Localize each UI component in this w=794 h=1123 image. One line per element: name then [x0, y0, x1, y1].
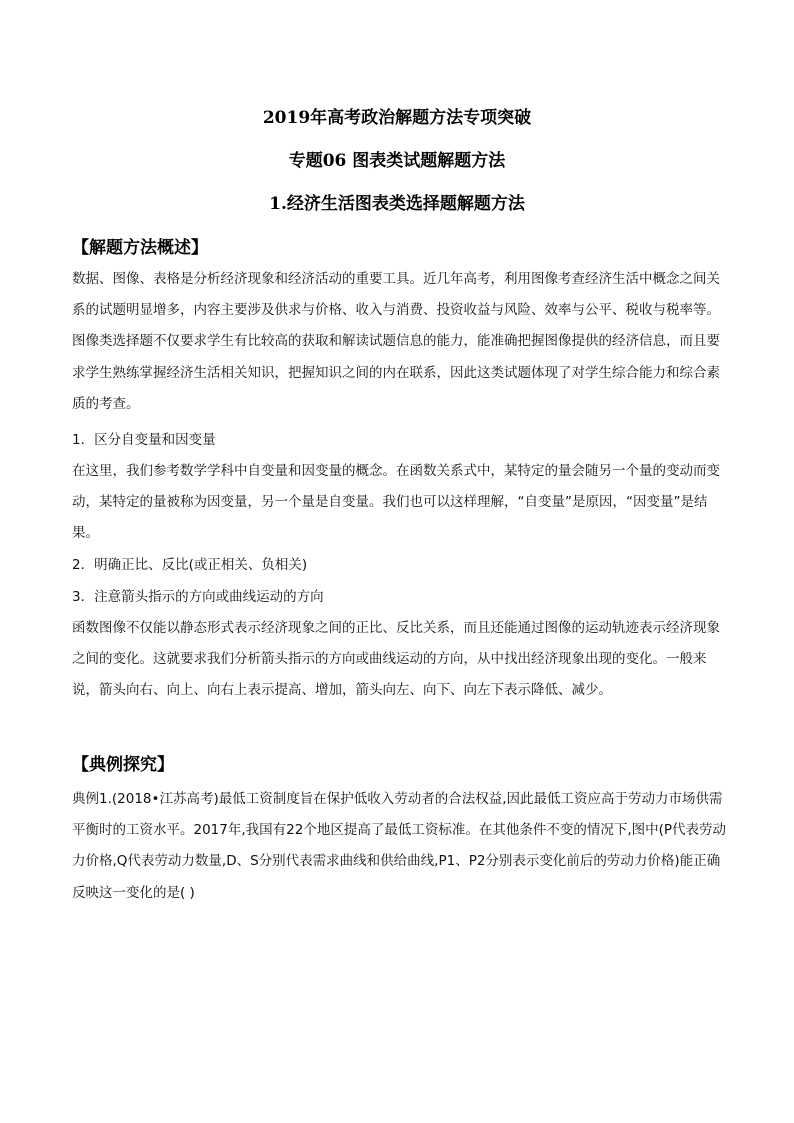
examples-heading: 【典例探究】	[72, 755, 174, 775]
point-3-paragraph: 函数图像不仅能以静态形式表示经济现象之间的正比、反比关系，而且还能通过图像的运动轨迹表示经济现象之间的变化。这就要求我们分析箭头指示的方向或曲线运动的方向，从中找出经济现象出现的变化。一般来说，箭头向右、向上、向右上表示提高、增加，箭头向左、向下、向左下表示降低、减少。	[72, 620, 720, 699]
point-1-heading: 1．区分自变量和因变量	[72, 432, 216, 448]
topic-title: 专题06 图表类试题解题方法	[288, 151, 506, 171]
point-2-heading: 2．明确正比、反比(或正相关、负相关)	[72, 557, 308, 573]
example-1-paragraph: 典例1.(2018•江苏高考)最低工资制度旨在保护低收入劳动者的合法权益,因此最低工资应高于劳动力市场供需平衡时的工资水平。2017年,我国有22个地区提高了最低工资标准。在其他条件不变的情况下,图中(P代表劳动力价格,Q代表劳动力数量,D、S分别代表需求曲线和供给曲线,P1、P2分别表示变化前后的劳动力价格)能正确反映这一变化的是( )	[72, 791, 727, 901]
section-title: 1.经济生活图表类选择题解题方法	[269, 194, 525, 214]
point-3-heading: 3．注意箭头指示的方向或曲线运动的方向	[72, 589, 324, 605]
overview-paragraph: 数据、图像、表格是分析经济现象和经济活动的重要工具。近几年高考，利用图像考查经济生活中概念之间关系的试题明显增多，内容主要涉及供求与价格、收入与消费、投资收益与风险、效率与公平、税收与税率等。图像类选择题不仅要求学生有比较高的获取和解读试题信息的能力，能准确把握图像提供的经济信息，而且要求学生熟练掌握经济生活相关知识，把握知识之间的内在联系，因此这类试题体现了对学生综合能力和综合素质的考查。	[72, 271, 720, 412]
point-1-paragraph: 在这里，我们参考数学学科中自变量和因变量的概念。在函数关系式中，某特定的量会随另一个量的变动而变动，某特定的量被称为因变量，另一个量是自变量。我们也可以这样理解，“自变量”是原因，“因变量”是结果。	[72, 463, 720, 542]
overview-heading: 【解题方法概述】	[72, 238, 208, 258]
document-title: 2019年高考政治解题方法专项突破	[262, 108, 532, 128]
